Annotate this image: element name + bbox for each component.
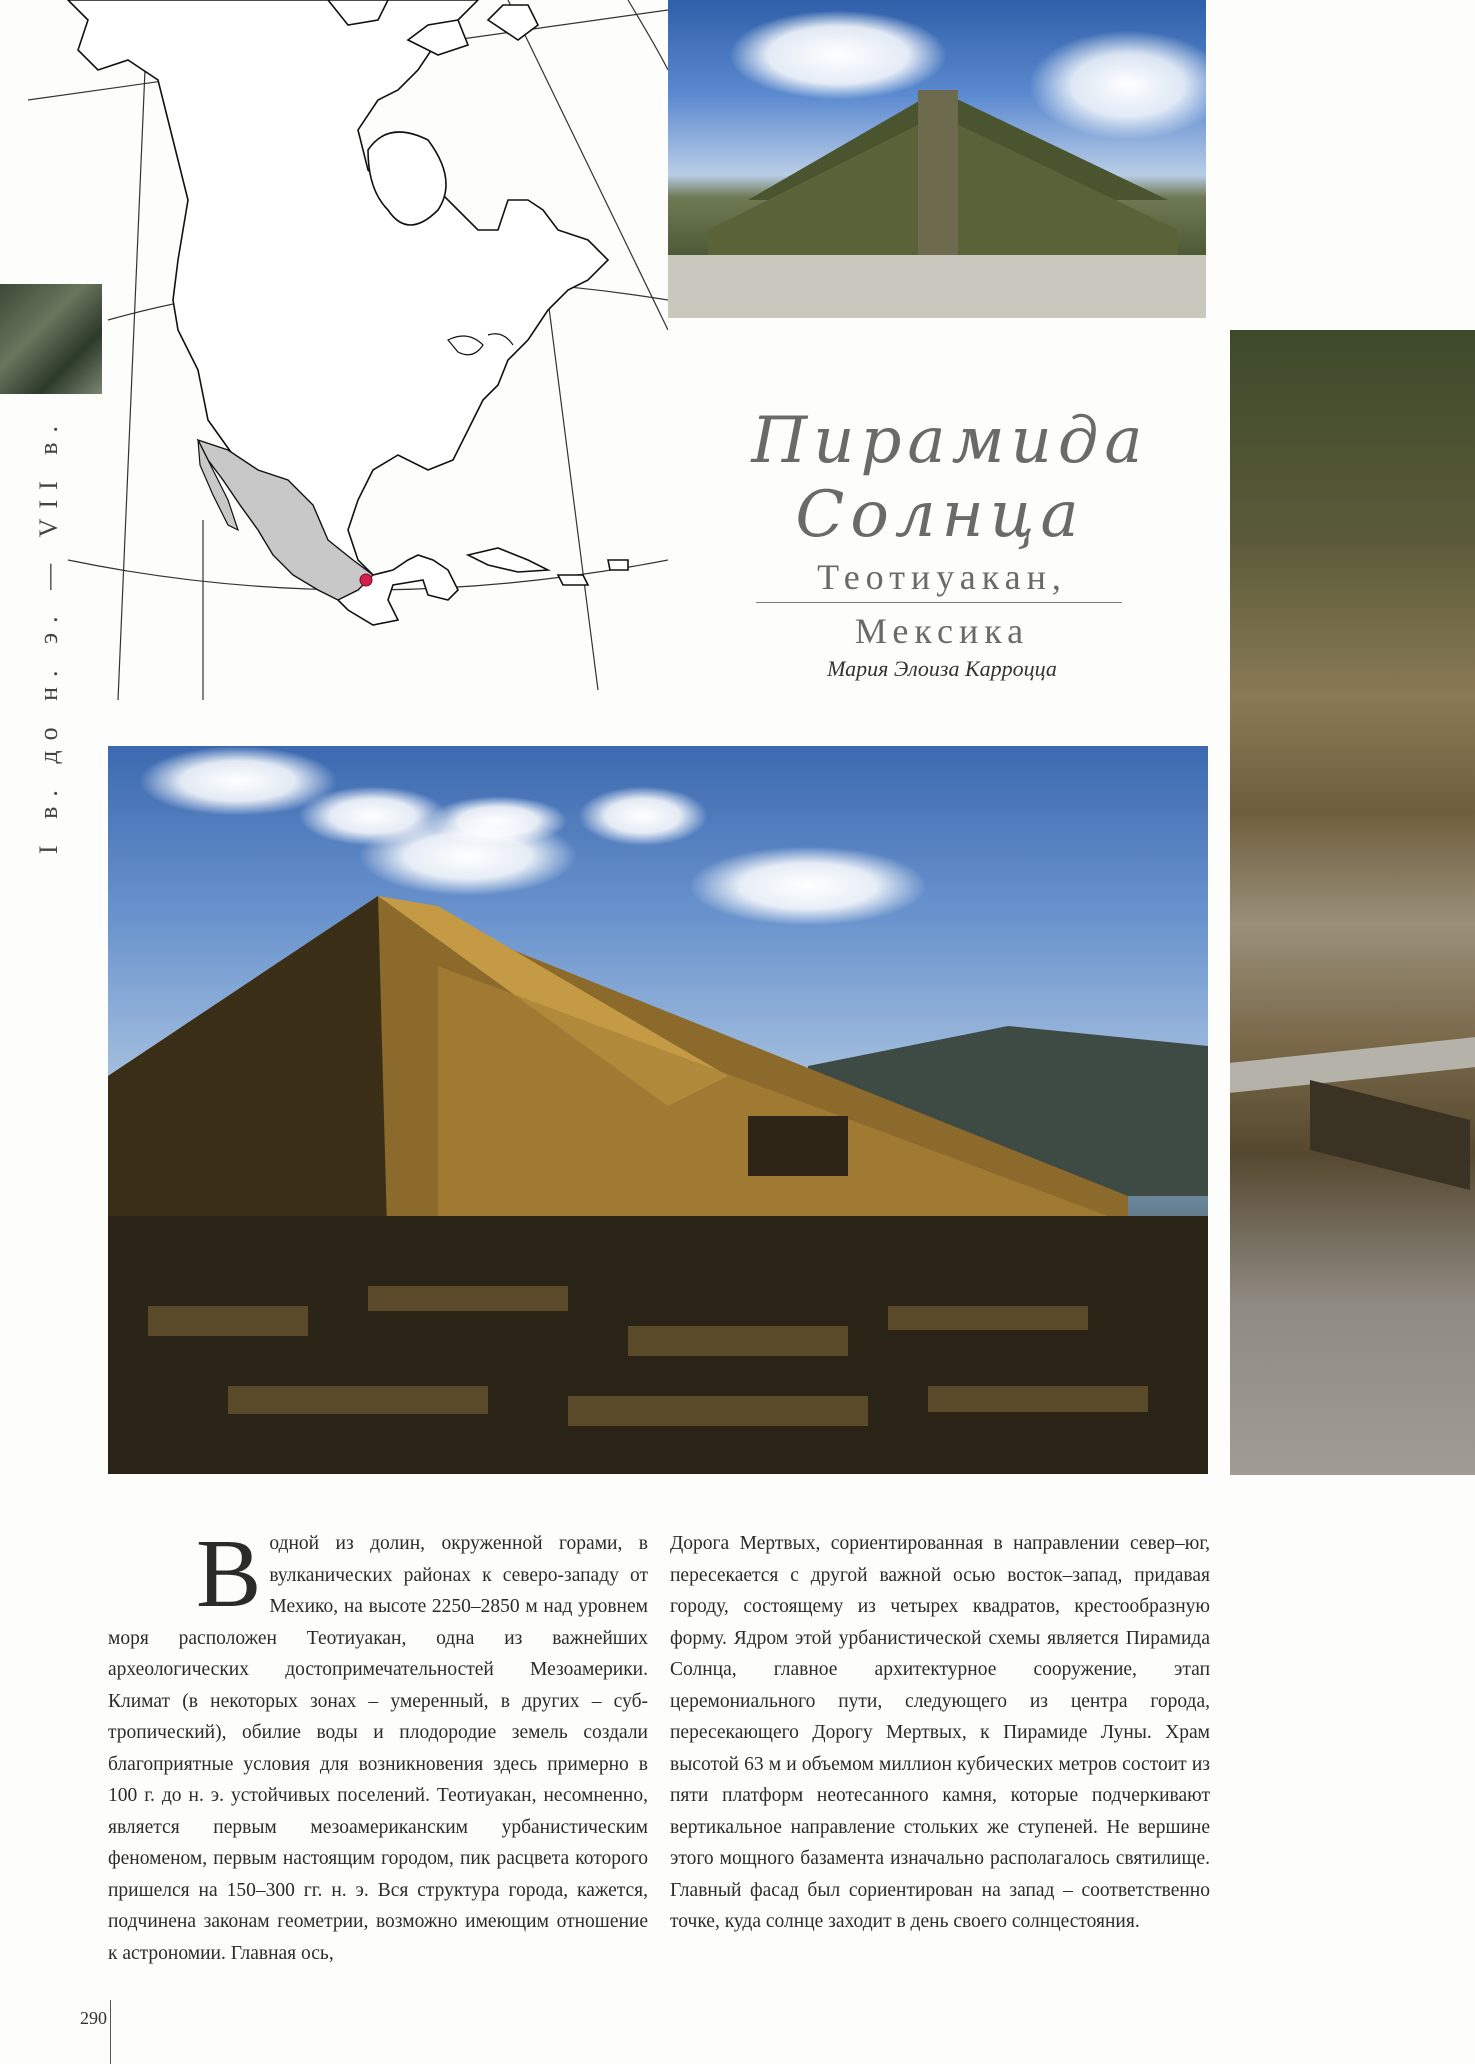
page-number-rule — [110, 2000, 111, 2064]
teotihuacan-location-marker — [360, 574, 372, 586]
author-name: Мария Элоиза Карроцца — [827, 656, 1057, 681]
continent-outline — [68, 0, 628, 625]
era-range-vertical: I в. до н. э. — VII в. — [34, 415, 64, 855]
body-column-left — [108, 1520, 648, 1969]
subtitle-place: Теотиуакан, — [817, 557, 1067, 597]
page-number: 290 — [80, 2008, 107, 2028]
body-column-right — [670, 1528, 1210, 1938]
north-america-map — [28, 0, 668, 700]
pyramid-photo-small — [668, 0, 1206, 318]
drop-cap: В — [196, 1520, 262, 1628]
subtitle-country: Мексика — [854, 611, 1030, 651]
body-text-right: Дорога Мертвых, сориентированная в направлении север–юг, пересекается с другой важной осью восток–запад, придавая городу, состоящему из четырех квадратов, крестообразную форму. Ядром этой урбанистической схемы является Пирамида Солнца, главное архитектурное сооружение, этап церемониального пути, следующего из центра города, пересекающего Дорогу Мертвых, к Пирамиде Луны. Храм высотой 63 м и объемом миллион кубических метров состоит из пяти платформ неотесанного камня, которые подчеркивают вертикальное направление стольких же ступеней. Не вершине этого мощного базамента изначально располагалось святилище. Главный фасад был сориентирован на запад – соответственно точке, куда солнце заходит в день своего солнцестояния. — [670, 1533, 1210, 1932]
body-text-left: одной из долин, окруженной горами, в вулканических районах к северо-западу от Мехико, на высоте 2250–2850 м над уровнем моря расположен Теотиуакан, одна из важнейших археологических достопримечательностей Мезоамерики. Климат (в некоторых зонах – умеренный, в других – субтропический), обилие воды и плодородие земель создали благоприятные условия для возникновения здесь примерно в 100 г. до н. э. устойчивых поселений. Теотиуакан, несомненно, является первым мезоамериканским урбанистическим феноменом, первым настоящим городом, пик расцвета которого пришелся на 150–300 гг. н. э. Вся структура города, кажется, подчинена законам геометрии, возможно имеющим отношение к астрономии. Главная ось, — [108, 1533, 648, 1964]
title-line-2: Солнца — [795, 478, 1085, 552]
title-line-1: Пирамида — [751, 404, 1149, 478]
pyramid-of-sun-photo — [108, 746, 1208, 1474]
aerial-avenue-photo — [1230, 330, 1475, 1475]
title-divider — [756, 602, 1122, 603]
